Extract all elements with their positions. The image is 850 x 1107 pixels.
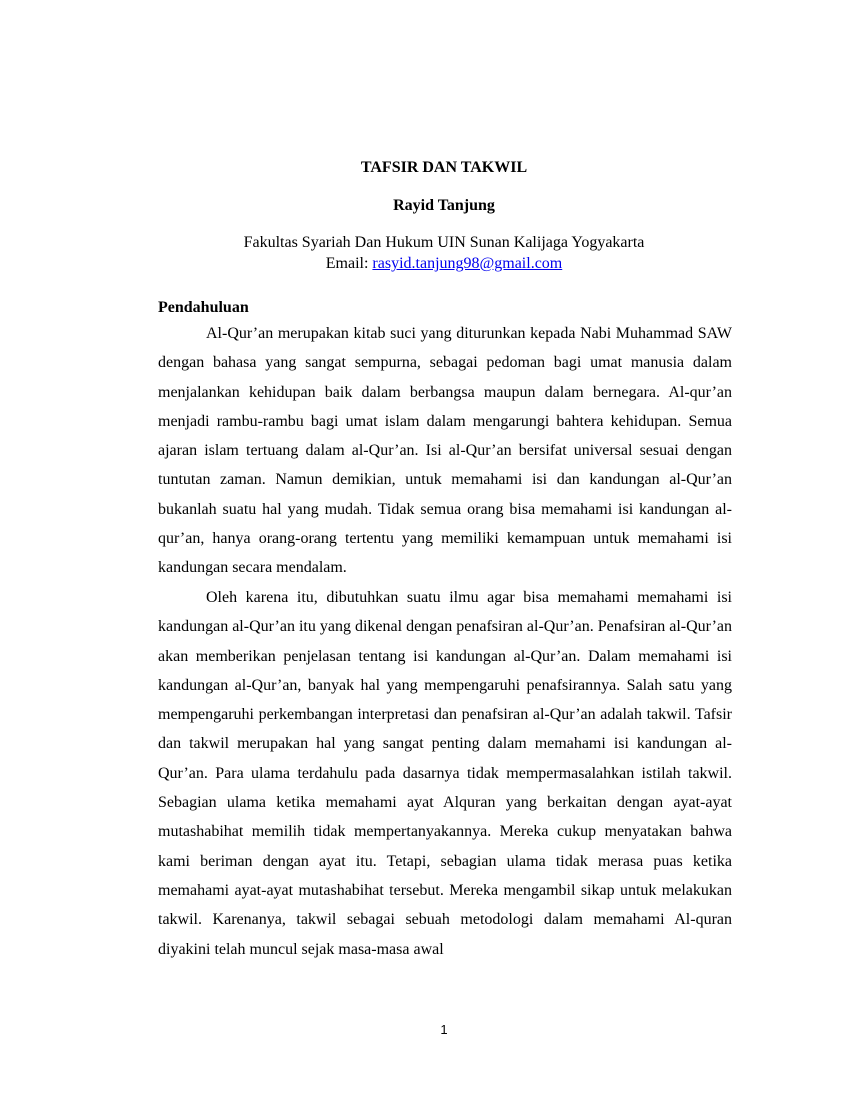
author-affiliation: Fakultas Syariah Dan Hukum UIN Sunan Kalijaga Yogyakarta bbox=[243, 234, 645, 251]
body-paragraph: Al-Qur’an merupakan kitab suci yang diturunkan kepada Nabi Muhammad SAW dengan bahasa yang sangat sempurna, sebagai pedoman bagi umat manusia dalam menjalankan kehidupan baik dalam berbangsa maupun dalam bernegara. Al-qur’an menjadi rambu-rambu bagi umat islam dalam mengarungi bahtera kehidupan. Semua ajaran islam tertuang dalam al-Qur’an. Isi al-Qur’an bersifat universal sesuai dengan tuntutan zaman. Namun demikian, untuk memahami isi dan kandungan al-Qur’an bukanlah suatu hal yang mudah. Tidak semua orang bisa memahami isi kandungan al-qur’an, hanya orang-orang tertentu yang memiliki kemampuan untuk memahami isi kandungan secara mendalam. bbox=[158, 325, 732, 577]
body-paragraph-1-block bbox=[158, 319, 732, 583]
email-label: Email: bbox=[325, 255, 369, 272]
section-heading: Pendahuluan bbox=[158, 299, 249, 316]
page-number: 1 bbox=[440, 1022, 448, 1037]
email-link[interactable]: rasyid.tanjung98@gmail.com bbox=[372, 255, 563, 272]
paper-title: TAFSIR DAN TAKWIL bbox=[360, 159, 528, 176]
body-paragraph-2-block bbox=[158, 583, 732, 964]
body-paragraph: Oleh karena itu, dibutuhkan suatu ilmu agar bisa memahami memahami isi kandungan al-Qur’an itu yang dikenal dengan penafsiran al-Qur’an. Penafsiran al-Qur’an akan memberikan penjelasan tentang isi kandungan al-Qur’an. Dalam memahami isi kandungan al-Qur’an, banyak hal yang mempengaruhi penafsirannya. Salah satu yang mempengaruhi perkembangan interpretasi dan penafsiran al-Qur’an adalah takwil. Tafsir dan takwil merupakan hal yang sangat penting dalam memahami isi kandungan al-Qur’an. Para ulama terdahulu pada dasarnya tidak mempermasalahkan istilah takwil. Sebagian ulama ketika memahami ayat Alquran yang berkaitan dengan ayat-ayat mutashabihat memilih tidak mempertanyakannya. Mereka cukup menyatakan bahwa kami beriman dengan ayat itu. Tetapi, sebagian ulama tidak merasa puas ketika memahami ayat-ayat mutashabihat tersebut. Mereka mengambil sikap untuk melakukan takwil. Karenanya, takwil sebagai sebuah metodologi dalam memahami Al-quran diyakini telah muncul sejak masa-masa awal bbox=[158, 589, 732, 958]
author-name: Rayid Tanjung bbox=[393, 197, 495, 214]
email-line bbox=[0, 253, 850, 274]
